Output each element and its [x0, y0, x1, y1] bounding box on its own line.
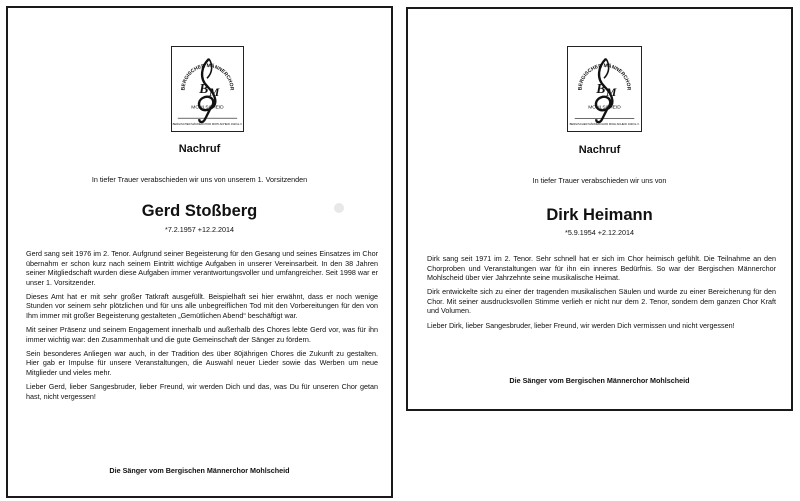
deceased-name: Dirk Heimann — [546, 206, 653, 224]
notice-title: Nachruf — [178, 143, 221, 155]
body-paragraph: Gerd sang seit 1976 im 2. Tenor. Aufgrund seiner Begeisterung für den Gesang und seines Einsatzes im Chor übernahm er schon kurz nach seinem Eintritt wichtige Aufgaben in unserer Vereinsarbeit. In den 38 Jahren seiner Mitgliedschaft wurden diese Aufgaben immer verantwortungsvoller und umfangreicher. Seit 1998 war er unser 1. Vorsitzender. — [26, 249, 378, 287]
choir-logo — [171, 46, 244, 132]
body-paragraph: Mit seiner Präsenz und seinem Engagement innerhalb und außerhalb des Chores lebte Gerd vor, was für ihn immer wichtig war: den Zusammenhalt und die gute Gemeinschaft der Sänger zu fördern. — [26, 325, 378, 344]
logo-ring-text: BERGISCHER MÄNNERCHOR — [577, 62, 632, 91]
notice-title: Nachruf — [578, 144, 621, 156]
obituary-notice-gerd — [6, 6, 393, 498]
logo-footer: BERGISCHER MÄNNERCHOR MOHLSCHEID 1920 E.V. — [569, 123, 640, 127]
logo-place: MOHLSCHEID — [588, 105, 621, 111]
body-paragraph: Dirk sang seit 1971 im 2. Tenor. Sehr schnell hat er sich im Chor heimisch gefühlt. Die Teilnahme an den Chorproben und Veranstaltungen war für ihn ein inneres Bedürfnis. So war der Bergischen Männerchor Mohlscheid über vier Jahrzehnte seine musikalische Heimat. — [427, 254, 776, 283]
logo-place: MOHLSCHEID — [191, 105, 224, 111]
deceased-name: Gerd Stoßberg — [141, 202, 258, 220]
treble-clef-logo-icon — [172, 47, 243, 131]
body-paragraph: Lieber Dirk, lieber Sangesbruder, lieber Freund, wir werden Dich vermissen und nicht vergessen! — [427, 320, 735, 330]
notice-body — [26, 249, 378, 406]
svg-text:M: M — [208, 85, 220, 99]
treble-clef-logo-icon — [568, 47, 641, 131]
notice-intro: In tiefer Trauer verabschieden wir uns von — [532, 176, 667, 185]
body-paragraph: Sein besonderes Anliegen war auch, in der Tradition des über 80jährigen Chores die Zukunft zu gestalten. Hier gab er Impulse für unsere Veranstaltungen, die Auswahl neuer Lieder sowie das Werben um neue Mitglieder und vieles mehr. — [26, 348, 378, 378]
notice-signature: Die Sänger vom Bergischen Männerchor Mohlscheid — [509, 376, 690, 385]
notice-intro: In tiefer Trauer verabschieden wir uns von unserem 1. Vorsitzenden — [91, 175, 308, 184]
life-dates: *7.2.1957 +12.2.2014 — [165, 225, 234, 234]
choir-logo — [567, 46, 642, 132]
obituary-notice-dirk — [406, 7, 793, 411]
logo-ring-text: BERGISCHER MÄNNERCHOR — [180, 63, 235, 91]
body-paragraph: Dieses Amt hat er mit sehr großer Tatkraft ausgefüllt. Beispielhaft sei hier erwähnt, dass er noch wenige Stunden vor seinem sehr plötzlichen und für uns alle unbegreiflichen Tod mit den Vorbereitungen für den von Ihm immer mit großer Begeisterung gestalteten „Gemütlichen Abend“ beschäftigt war. — [26, 291, 378, 321]
notice-body — [427, 254, 776, 335]
svg-text:M: M — [605, 85, 617, 99]
life-dates: *5.9.1954 +2.12.2014 — [565, 228, 634, 237]
body-paragraph: Dirk entwickelte sich zu einer der tragenden musikalischen Säulen und wurde zu einer Bereicherung für den Chor. Mit seiner ausdrucksvollen Stimme verlieh er nicht nur dem 2. Tenor, sondern dem ganzen Chor Kraft und Volumen. — [427, 287, 776, 316]
svg-text:B: B — [596, 80, 606, 96]
logo-footer: BERGISCHER MÄNNERCHOR MOHLSCHEID 1920 E.V. — [172, 122, 243, 126]
body-paragraph: Lieber Gerd, lieber Sangesbruder, lieber Freund, wir werden Dich und das, was Du für unseren Chor getan hast, nicht vergessen! — [26, 382, 378, 401]
print-smudge — [334, 203, 344, 213]
svg-text:B: B — [199, 80, 209, 96]
notice-signature: Die Sänger vom Bergischen Männerchor Mohlscheid — [109, 466, 290, 475]
